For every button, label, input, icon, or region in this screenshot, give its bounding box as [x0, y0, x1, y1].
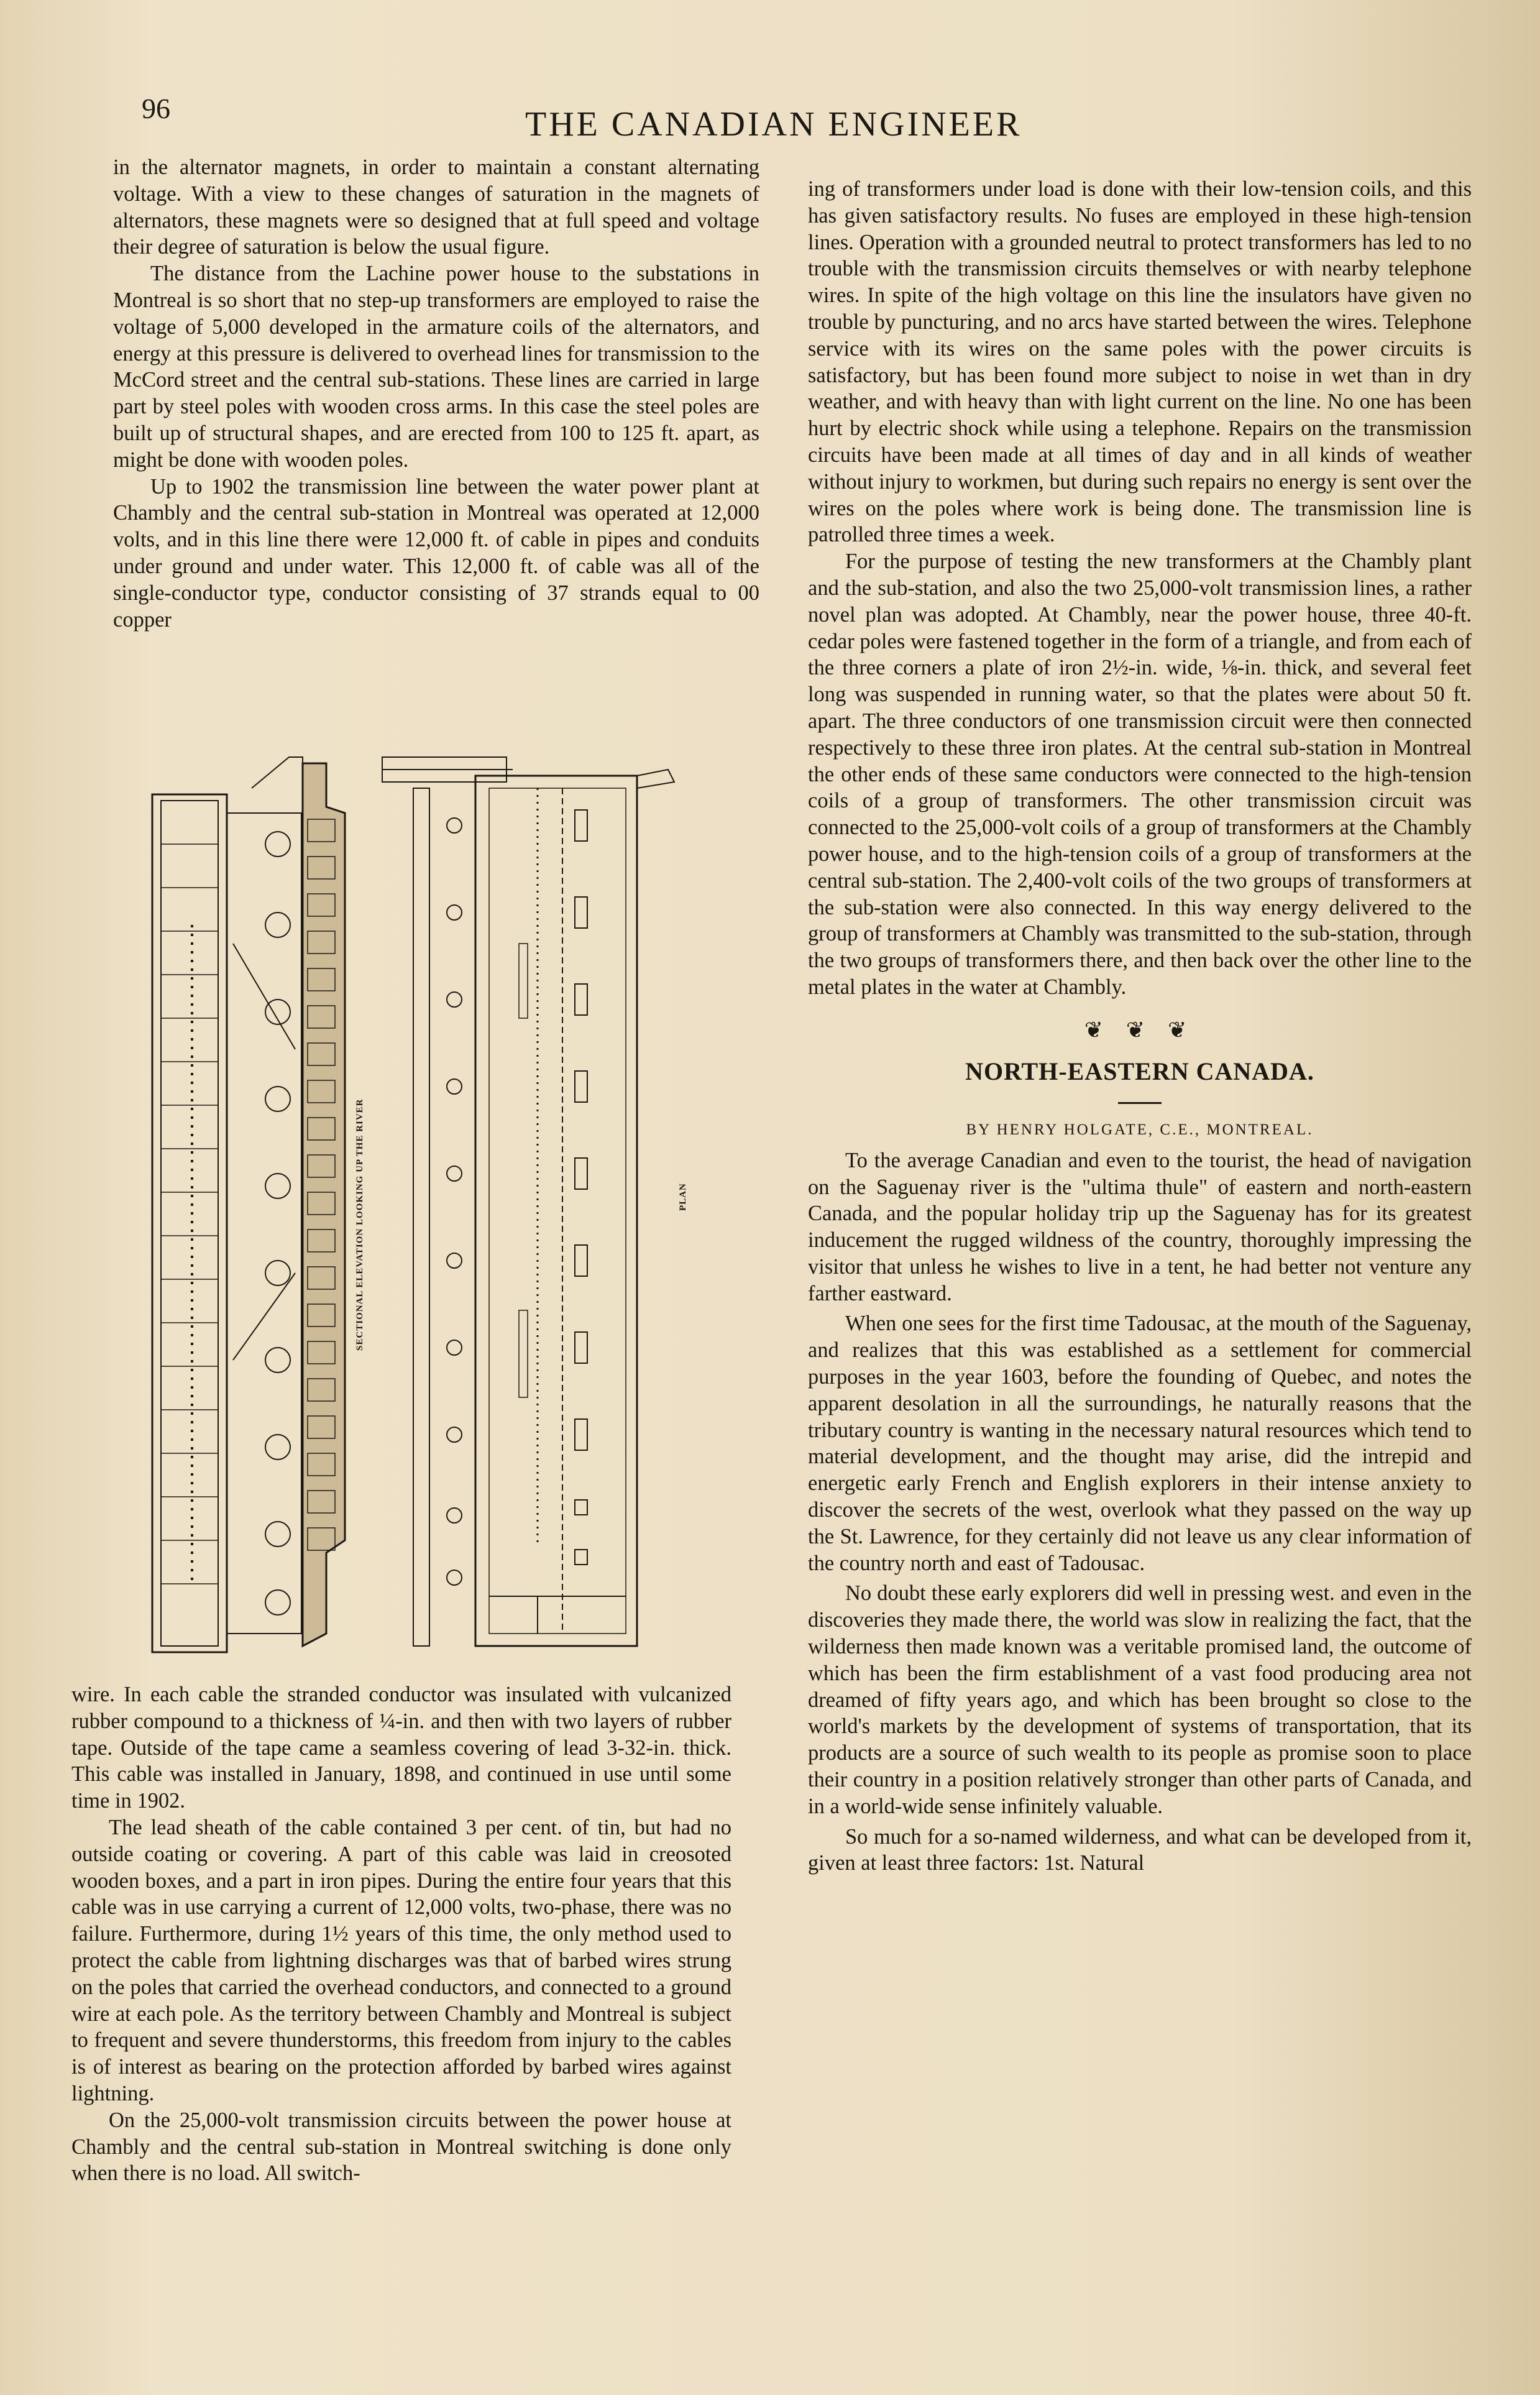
- running-head: THE CANADIAN ENGINEER: [525, 105, 1022, 144]
- page-number: 96: [142, 93, 170, 124]
- paragraph: To the average Canadian and even to the tourist, the head of navigation on the Saguenay river is the "ultima thule" of eastern and north-eastern Canada, and the popular holiday trip up the Saguenay has for its greatest inducement the rugged wildness of the country, thoroughly impressing the visitor that unless he wishes to live in a tent, he had better not venture any farther eastward.: [808, 1148, 1472, 1305]
- paragraph: The lead sheath of the cable contained 3 per cent. of tin, but had no outside coating or covering. A part of this cable was laid in creosoted wooden boxes, and a part in iron pipes. During the entire four years that this cable was in use carrying a current of 12,000 volts, two-phase, there was no failure. Furthermore, during 1½ years of this time, the only method used to protect the cable from lightning discharges was that of barbed wires strung on the poles that carried the overhead conductors, and connected to a ground wire at each pole. As the territory between Chambly and Montreal is subject to frequent and severe thunderstorms, this freedom from injury to the cables is of interest as bearing on the protection afforded by barbed wires against lightning.: [71, 1815, 731, 2105]
- paragraph: ing of transformers under load is done with their low-tension coils, and this has given satisfactory results. No fuses are employed in these high-tension lines. Operation with a grounded neutral to protect transformers has led to no trouble with the transmission circuits themselves or with nearby telephone wires. In spite of the high voltage on this line the insulators have given no trouble by puncturing, and no arcs have started between the wires. Telephone service with its wires on the same poles with the power circuits is satisfactory, but has been found more subject to noise in wet than in dry weather, and with heavy than with light current on the line. No one has been hurt by electric shock while using a telephone. Repairs on the transmission circuits have been made at all times of day and in all kinds of weather without injury to workmen, but during such repairs no energy is sent over the wires on the poles where work is being done. The transmission line is patrolled three times a week.: [808, 177, 1472, 547]
- paragraph: No doubt these early explorers did well in pressing west. and even in the discoveries they made there, the world was slow in realizing the fact, that the wilderness then made known was a veritable promised land, the outcome of which has been the firm establishment of a vast food producing area not dreamed of fifty years ago, and which has been brought so close to the world's markets by the development of systems of transportation, that its products are a source of such wealth to its people as promise soon to place their country in a position relatively stronger than other parts of Canada, and in a world-wide sense infinitely valuable.: [808, 1581, 1472, 1818]
- right-column: [808, 176, 1472, 1877]
- paragraph: The distance from the Lachine power house to the substations in Montreal is so short that no step-up transformers are employed to raise the voltage of 5,000 developed in the armature coils of the alternators, and energy at this pressure is delivered to overhead lines for transmission to the McCord street and the central sub-stations. These lines are carried in large part by steel poles with wooden cross arms. In this case the steel poles are built up of structural shapes, and are erected from 100 to 125 ft. apart, as might be done with wooden poles.: [113, 262, 759, 472]
- left-column-bottom: [71, 1681, 731, 2187]
- paragraph: So much for a so-named wilderness, and what can be developed from it, given at least three factors: 1st. Natural: [808, 1824, 1472, 1875]
- power-house-drawing: [140, 738, 707, 1671]
- section-ornament: ❦ ❦ ❦: [1084, 1017, 1196, 1042]
- paragraph: Up to 1902 the transmission line between the water power plant at Chambly and the central sub-station in Montreal was operated at 12,000 volts, and in this line there were 12,000 ft. of cable in pipes and conduits under ground and under water. This 12,000 ft. of cable was all of the single-conductor type, conductor consisting of 37 strands equal to 00 copper: [113, 474, 759, 632]
- paragraph: When one sees for the first time Tadousac, at the mouth of the Saguenay, and realizes that this was established as a settlement for commercial purposes in the year 1603, before the founding of Quebec, and notes the apparent desolation in all the surroundings, he naturally reasons that the tributary country is wanting in the necessary natural resources which tend to material development, and the thought may arise, did the intrepid and energetic early French and English explorers in their intense anxiety to discover the secrets of the west, overlook what they passed on the way up the St. Lawrence, for they certainly did not leave us any clear information of the country north and east of Tadousac.: [808, 1312, 1472, 1575]
- article-title: NORTH-EASTERN CANADA.: [965, 1057, 1314, 1085]
- figure-label-elevation: SECTIONAL ELEVATION LOOKING UP THE RIVER: [355, 1098, 365, 1351]
- title-rule: [1118, 1102, 1162, 1104]
- paragraph: For the purpose of testing the new transformers at the Chambly plant and the sub-station, and also the two 25,000-volt transmission lines, a rather novel plan was adopted. At Chambly, near the power house, three 40-ft. cedar poles were fastened together in the form of a triangle, and from each of the three corners a plate of iron 2½-in. wide, ⅛-in. thick, and several feet long was suspended in running water, so that the plates were about 50 ft. apart. The three conductors of one transmission circuit were then connected respectively to these three iron plates. At the central sub-station in Montreal the other ends of these same conductors were connected to the high-tension coils of a group of transformers. The other transmission circuit was connected to the 25,000-volt coils of a group of transformers at the Chambly power house, and to the high-tension coils of a group of transformers at the central sub-station. The 2,400-volt coils of the two groups of transformers at the sub-station were also connected. In this way energy delivered to the group of transformers at Chambly was transmitted to the sub-station, through the two groups of transformers there, and then back over the other line to the metal plates in the water at Chambly.: [808, 549, 1472, 999]
- figure-label-plan: PLAN: [678, 1183, 688, 1211]
- paragraph: On the 25,000-volt transmission circuits between the power house at Chambly and the central sub-station in Montreal switching is done only when there is no load. All switch-: [71, 2108, 731, 2186]
- paragraph: wire. In each cable the stranded conductor was insulated with vulcanized rubber compound to a thickness of ¼-in. and then with two layers of rubber tape. Outside of the tape came a seamless covering of lead 3-32-in. thick. This cable was installed in January, 1898, and continued in use until some time in 1902.: [71, 1683, 731, 1813]
- paragraph: in the alternator magnets, in order to maintain a constant alternating voltage. With a view to these changes of saturation in the magnets of alternators, these magnets were so designed that at full speed and voltage their degree of saturation is below the usual figure.: [113, 155, 759, 259]
- engineering-drawing: [140, 738, 707, 1671]
- left-column-top: [113, 154, 759, 633]
- article-byline: BY HENRY HOLGATE, C.E., MONTREAL.: [966, 1121, 1314, 1138]
